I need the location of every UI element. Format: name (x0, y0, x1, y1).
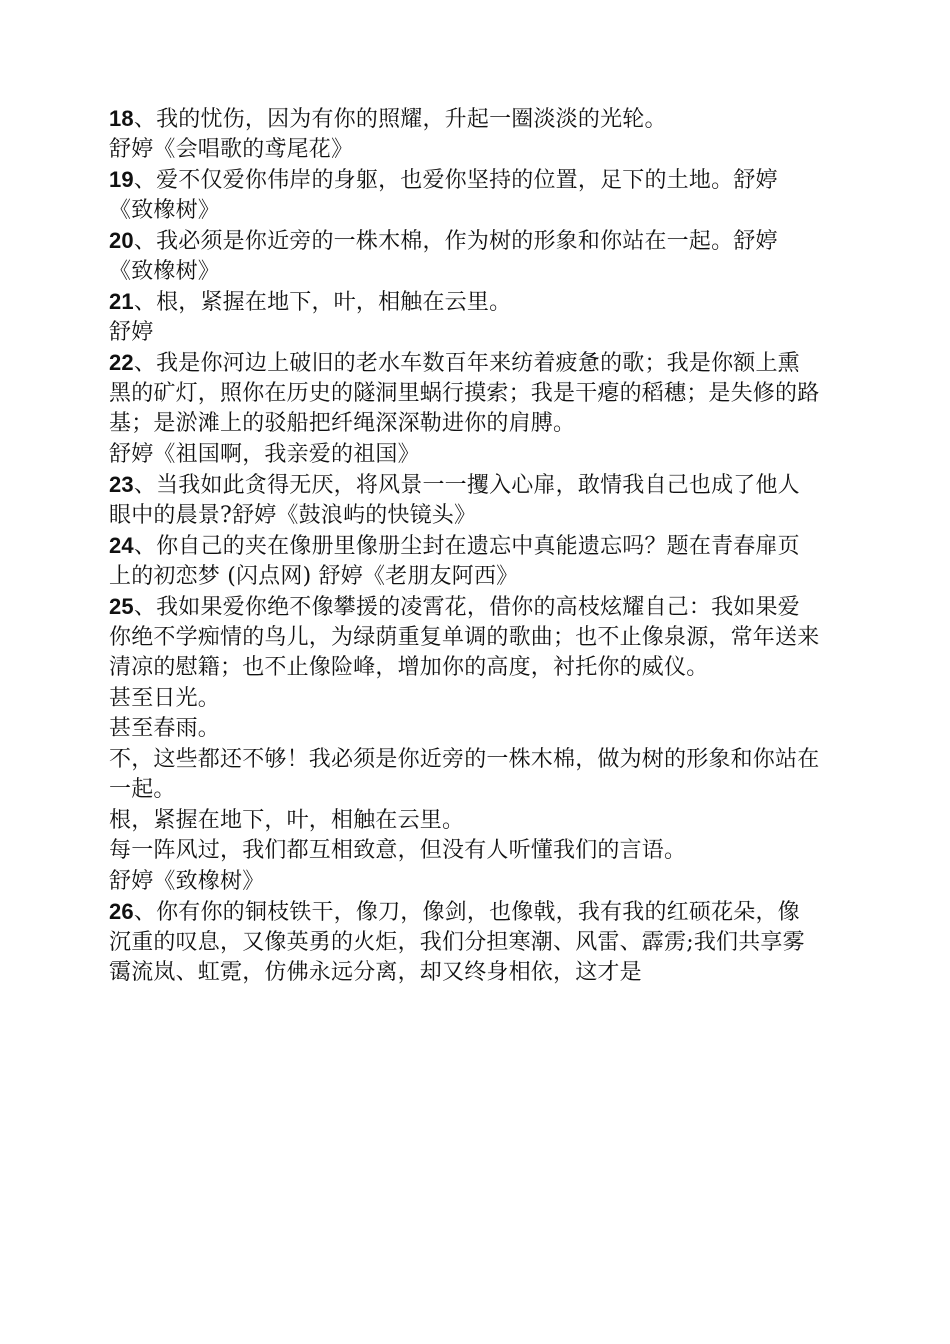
line-text: 、我如果爱你绝不像攀援的凌霄花，借你的高枝炫耀自己：我如果爱 (133, 595, 800, 620)
item-number: 26 (109, 899, 134, 924)
item-number: 23 (109, 472, 134, 497)
line-text: 舒婷《会唱歌的鸢尾花》 (109, 136, 354, 162)
text-line (109, 531, 860, 562)
text-line (109, 196, 860, 227)
text-line (109, 135, 860, 166)
line-text: 根，紧握在地下，叶，相触在云里。 (109, 807, 465, 833)
text-line (109, 684, 860, 715)
line-text: 清凉的慰籍；也不止像险峰，增加你的高度，衬托你的威仪。 (109, 655, 709, 680)
item-number: 20 (109, 228, 134, 253)
item-number: 25 (109, 594, 134, 619)
line-text: 《致橡树》 (109, 258, 221, 284)
line-text: 、你有你的铜枝铁干，像刀，像剑，也像戟，我有我的红硕花朵，像 (133, 900, 800, 925)
line-text: 霭流岚、虹霓，仿佛永远分离，却又终身相依，这才是 (109, 960, 642, 985)
text-line (109, 562, 860, 593)
item-number: 18 (109, 106, 134, 131)
text-line (109, 318, 860, 349)
line-text: 你绝不学痴情的鸟儿，为绿荫重复单调的歌曲；也不止像泉源，常年送来 (109, 624, 820, 650)
text-line (109, 775, 860, 806)
text-line (109, 867, 860, 898)
line-text: 上的初恋梦 (闪点网) 舒婷《老朋友阿西》 (109, 563, 519, 589)
text-line (109, 745, 860, 776)
text-line (109, 897, 860, 928)
line-text: 眼中的晨景?舒婷《鼓浪屿的快镜头》 (109, 502, 477, 528)
text-line (109, 592, 860, 623)
text-line (109, 226, 860, 257)
text-line (109, 501, 860, 532)
text-line (109, 165, 860, 196)
text-line (109, 470, 860, 501)
text-line (109, 104, 860, 135)
item-number: 19 (109, 167, 134, 192)
line-text: 、我的忧伤，因为有你的照耀，升起一圈淡淡的光轮。 (133, 107, 667, 132)
line-text: 、爱不仅爱你伟岸的身躯，也爱你坚持的位置，足下的土地。舒婷 (133, 168, 778, 193)
line-text: 、你自己的夹在像册里像册尘封在遗忘中真能遗忘吗？题在青春扉页 (133, 534, 800, 559)
line-text: 甚至春雨。 (109, 716, 221, 741)
text-line (109, 806, 860, 837)
line-text: 舒婷 (109, 319, 154, 345)
item-number: 21 (109, 289, 134, 314)
line-text: 、我必须是你近旁的一株木棉，作为树的形象和你站在一起。舒婷 (133, 229, 778, 254)
item-number: 24 (109, 533, 134, 558)
line-text: 舒婷《致橡树》 (109, 868, 265, 894)
line-text: 《致橡树》 (109, 197, 221, 223)
line-text: 甚至日光。 (109, 685, 221, 711)
text-line (109, 287, 860, 318)
item-number: 22 (109, 350, 134, 375)
line-text: 每一阵风过，我们都互相致意，但没有人听懂我们的言语。 (109, 838, 687, 863)
text-line (109, 653, 860, 684)
text-line (109, 348, 860, 379)
line-text: 沉重的叹息，又像英勇的火炬，我们分担寒潮、风雷、霹雳;我们共享雾 (109, 929, 805, 955)
line-text: 、我是你河边上破旧的老水车数百年来纺着疲惫的歌；我是你额上熏 (133, 351, 800, 376)
text-line (109, 836, 860, 867)
text-line (109, 379, 860, 410)
line-text: 、根，紧握在地下，叶，相触在云里。 (133, 290, 512, 315)
line-text: 、当我如此贪得无厌，将风景一一攫入心扉，敢情我自己也成了他人 (133, 473, 800, 498)
text-line (109, 714, 860, 745)
text-line (109, 409, 860, 440)
text-line (109, 958, 860, 989)
line-text: 黑的矿灯，照你在历史的隧洞里蜗行摸索；我是干瘪的稻穗；是失修的路 (109, 380, 820, 406)
line-text: 基；是淤滩上的驳船把纤绳深深勒进你的肩膊。 (109, 411, 576, 436)
line-text: 不，这些都还不够！我必须是你近旁的一株木棉，做为树的形象和你站在 (109, 746, 820, 772)
text-line (109, 257, 860, 288)
text-line (109, 623, 860, 654)
text-line (109, 928, 860, 959)
line-text: 一起。 (109, 777, 176, 802)
text-line (109, 440, 860, 471)
line-text: 舒婷《祖国啊，我亲爱的祖国》 (109, 441, 420, 467)
